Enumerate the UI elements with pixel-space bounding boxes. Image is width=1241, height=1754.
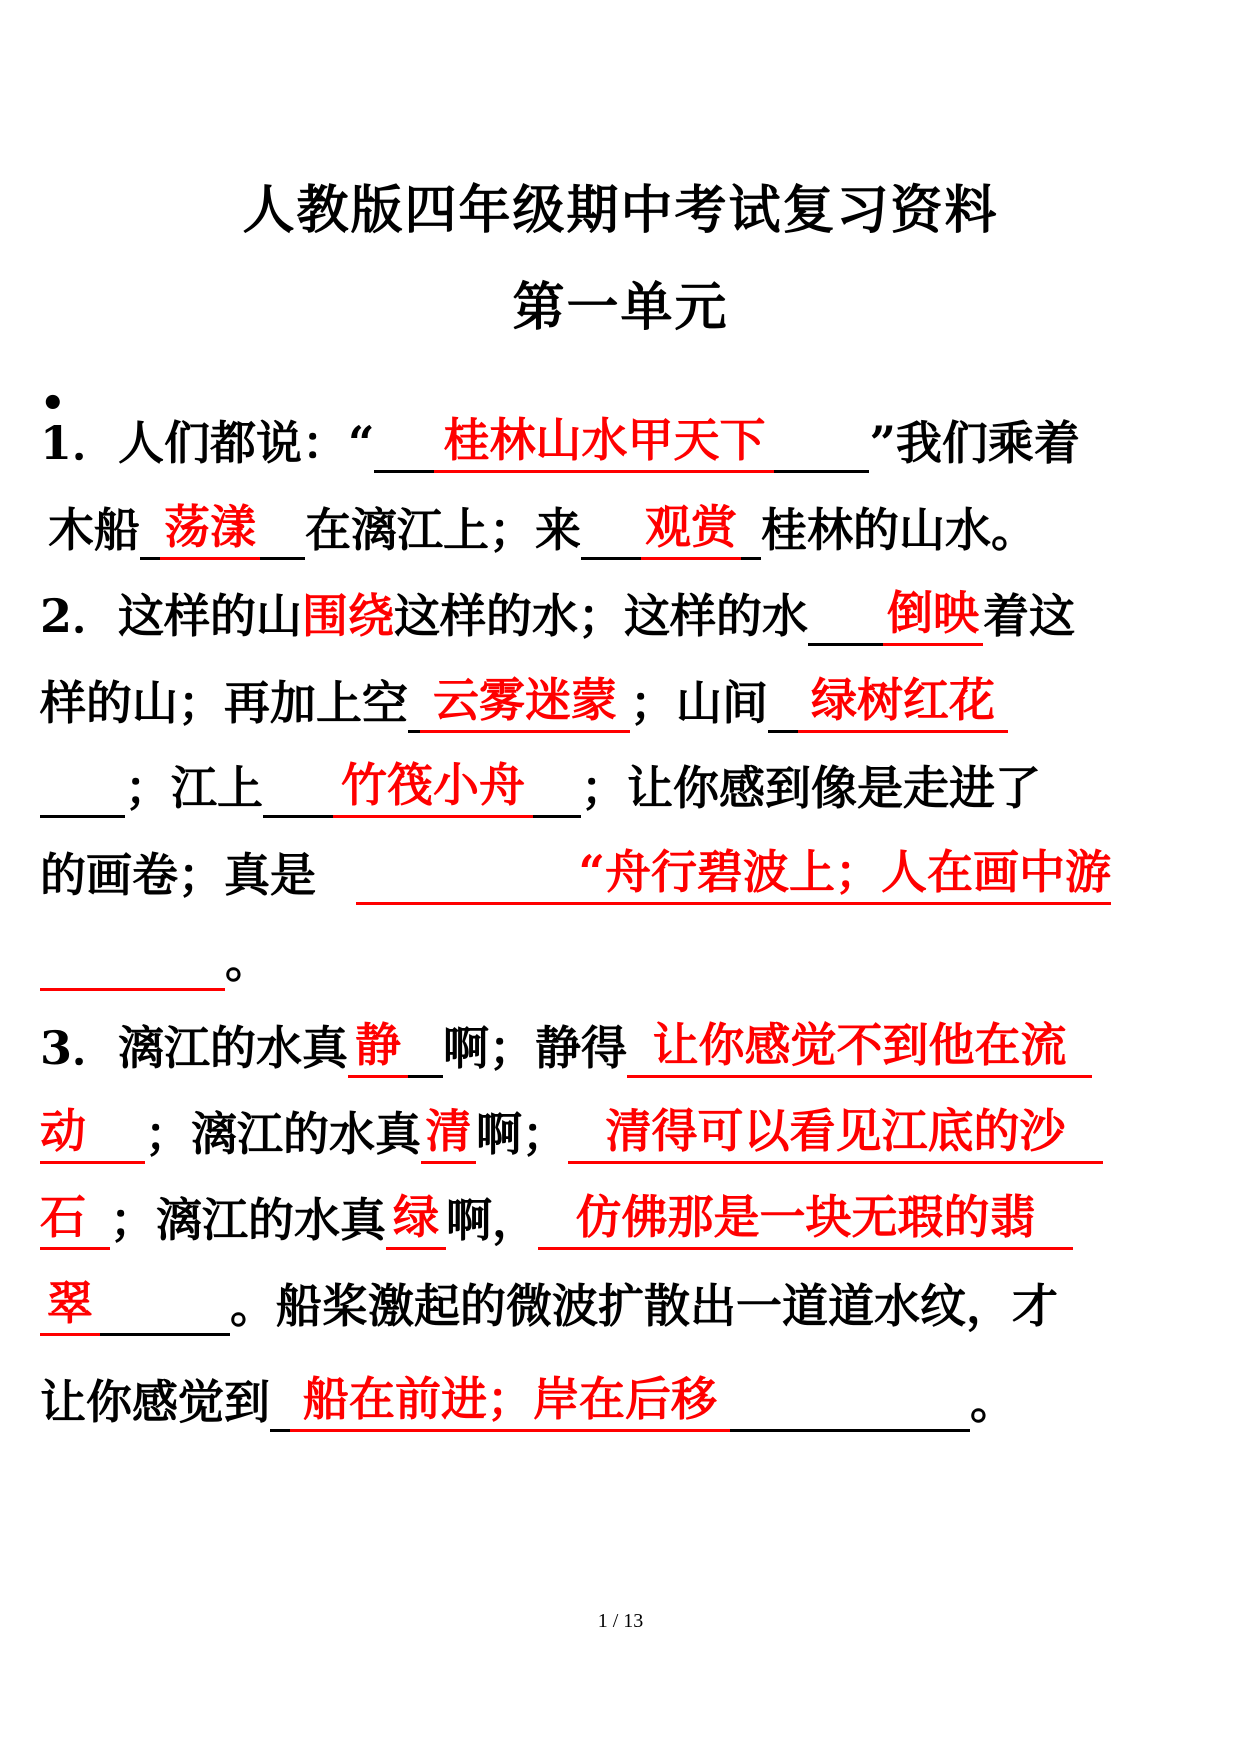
blank <box>730 1369 970 1432</box>
text-segment: 在漓江上；来 <box>305 503 581 557</box>
unit-heading: 第一单元 <box>512 277 729 338</box>
blank <box>768 670 798 733</box>
text-segment: 着这 <box>983 589 1076 643</box>
answer-2-5: 竹筏小舟 <box>333 755 533 818</box>
answer-3-2-cont: 动 <box>40 1101 145 1164</box>
text-segment: 啊；静得 <box>443 1021 628 1075</box>
text-segment: 桂林的山水。 <box>761 503 1037 557</box>
answer-2-2: 倒映 <box>883 583 983 646</box>
text-segment: 让你感觉到 <box>40 1375 270 1429</box>
answer-3-7: 船在前进；岸在后移 <box>290 1369 730 1432</box>
text-segment: ；山间 <box>630 676 768 730</box>
bullet: • <box>40 380 66 427</box>
text-segment: 。 <box>225 934 271 988</box>
question-2-line-5 <box>40 928 271 988</box>
blank <box>374 410 434 473</box>
question-3-line-1 <box>40 1015 1092 1075</box>
page-number: 1 / 13 <box>597 1610 644 1632</box>
text-segment: 2．这样的山 <box>40 589 303 643</box>
page-title: 人教版四年级期中考试复习资料 <box>242 180 999 241</box>
blank <box>100 1273 230 1336</box>
question-3-line-5 <box>40 1369 1016 1429</box>
answer-1-2: 荡漾 <box>160 497 260 560</box>
blank <box>533 755 581 818</box>
text-segment: ；漓江的水真 <box>110 1193 386 1247</box>
answer-2-6-cont <box>40 928 225 991</box>
text-segment: 样的山；再加上空 <box>40 676 408 730</box>
blank <box>40 755 125 818</box>
blank <box>270 1369 290 1432</box>
answer-1-1: 桂林山水甲天下 <box>434 410 774 473</box>
question-3-line-2 <box>40 1101 1103 1161</box>
answer-3-6-cont: 翠 <box>40 1273 100 1336</box>
question-1-line-1 <box>40 410 1080 470</box>
text-segment: 。船桨激起的微波扩散出一道道水纹，才 <box>230 1279 1058 1333</box>
answer-2-4: 绿树红花 <box>798 670 1008 733</box>
answer-2-6: “舟行碧波上；人在画中游 <box>356 842 1111 905</box>
answer-3-6: 仿佛那是一块无瑕的翡 <box>538 1187 1073 1250</box>
text-segment: 啊， <box>446 1193 538 1247</box>
answer-3-4-cont: 石 <box>40 1187 110 1250</box>
text-segment: 的画卷；真是 <box>40 848 316 902</box>
answer-3-4: 清得可以看见江底的沙 <box>568 1101 1103 1164</box>
text-segment: 这样的水；这样的水 <box>394 589 809 643</box>
question-2-line-4 <box>40 842 1111 902</box>
answer-2-3: 云雾迷蒙 <box>420 670 630 733</box>
question-3-line-3 <box>40 1187 1073 1247</box>
blank <box>140 497 160 560</box>
text-segment: 啊； <box>476 1107 568 1161</box>
blank <box>263 755 333 818</box>
text-segment: ；漓江的水真 <box>145 1107 421 1161</box>
text-segment: 3．漓江的水真 <box>40 1021 349 1075</box>
answer-2-1: 围绕 <box>302 589 395 643</box>
question-2-line-3 <box>40 755 1041 815</box>
answer-3-3: 清 <box>421 1101 476 1164</box>
answer-1-3: 观赏 <box>641 497 741 560</box>
answer-3-5: 绿 <box>386 1187 446 1250</box>
blank <box>808 583 883 646</box>
question-1-line-2 <box>48 497 1037 557</box>
question-2-line-1 <box>40 583 1075 643</box>
blank <box>260 497 305 560</box>
text-segment: 1．人们都说：“ <box>40 416 375 470</box>
blank <box>774 410 869 473</box>
answer-3-1: 静 <box>348 1015 408 1078</box>
blank <box>741 497 761 560</box>
text-segment: ；江上 <box>125 761 263 815</box>
blank <box>581 497 641 560</box>
answer-3-2: 让你感觉不到他在流 <box>627 1015 1092 1078</box>
text-segment: ；让你感到像是走进了 <box>581 761 1041 815</box>
text-segment: 木船 <box>48 503 140 557</box>
question-3-line-4 <box>40 1273 1058 1333</box>
text-segment: ”我们乘着 <box>869 416 1080 470</box>
blank <box>408 670 420 733</box>
blank <box>408 1015 443 1078</box>
text-segment: 。 <box>970 1375 1016 1429</box>
question-2-line-2 <box>40 670 1008 730</box>
